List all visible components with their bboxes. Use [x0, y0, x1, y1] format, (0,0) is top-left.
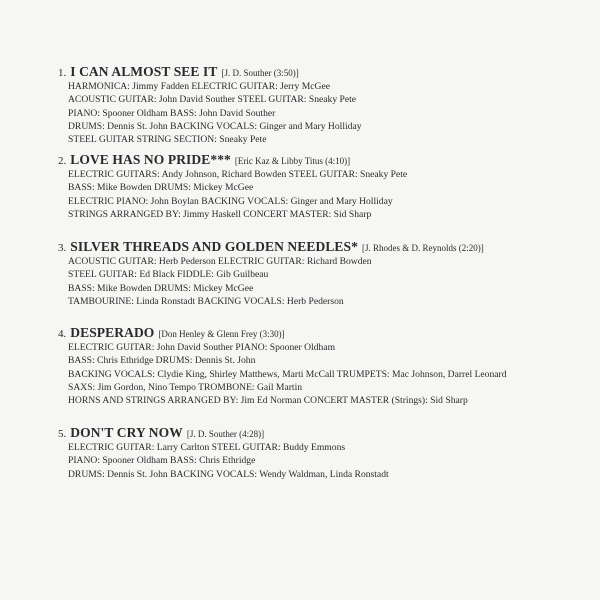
track-header	[58, 63, 578, 80]
personnel-line: ACOUSTIC GUITAR: John David Souther STEEL GUITAR: Sneaky Pete	[68, 94, 357, 106]
track-title: DON'T CRY NOW	[70, 425, 183, 440]
personnel-line: HARMONICA: Jimmy Fadden ELECTRIC GUITAR: Jerry McGee	[68, 81, 330, 92]
personnel-line: DRUMS: Dennis St. John BACKING VOCALS: Ginger and Mary Holliday	[68, 120, 362, 132]
track-credit: [J. Rhodes & D. Reynolds (2:20)]	[362, 243, 484, 253]
track-3	[58, 238, 578, 308]
track-header	[58, 151, 578, 168]
personnel-line: ELECTRIC GUITAR: John David Souther PIANO: Spooner Oldham	[68, 342, 336, 353]
personnel-line: HORNS AND STRINGS ARRANGED BY: Jim Ed Norman CONCERT MASTER (Strings): Sid Sharp	[68, 395, 468, 407]
track-title: LOVE HAS NO PRIDE***	[70, 152, 231, 167]
track-2	[58, 151, 578, 221]
personnel-line: PIANO: Spooner Oldham BASS: Chris Ethridge	[68, 455, 256, 467]
track-number: 2.	[58, 155, 67, 167]
personnel-line: BACKING VOCALS: Clydie King, Shirley Matthews, Marti McCall TRUMPETS: Mac Johnson, Darrel Leonard	[68, 368, 507, 380]
track-credit: [J. D. Souther (3:50)]	[221, 68, 299, 78]
track-5	[58, 424, 578, 481]
personnel-line: SAXS: Jim Gordon, Nino Tempo TROMBONE: Gail Martin	[68, 381, 303, 393]
track-header	[58, 424, 578, 441]
track-4	[58, 324, 578, 407]
personnel-line: STEEL GUITAR: Ed Black FIDDLE: Gib Guilbeau	[68, 269, 269, 281]
personnel-line: ELECTRIC GUITARS: Andy Johnson, Richard Bowden STEEL GUITAR: Sneaky Pete	[68, 169, 408, 180]
personnel-line: STEEL GUITAR STRING SECTION: Sneaky Pete	[68, 134, 267, 146]
personnel-line: STRINGS ARRANGED BY: Jimmy Haskell CONCERT MASTER: Sid Sharp	[68, 208, 372, 220]
track-credit: [J. D. Souther (4:28)]	[186, 429, 265, 439]
track-credit: [Eric Kaz & Libby Titus (4:10)]	[234, 156, 351, 166]
track-header	[58, 324, 578, 341]
track-number: 3.	[58, 242, 67, 254]
track-title: DESPERADO	[70, 325, 155, 340]
track-credit: [Don Henley & Glenn Frey (3:30)]	[158, 329, 285, 339]
track-1	[58, 63, 578, 146]
personnel-line: DRUMS: Dennis St. John BACKING VOCALS: Wendy Waldman, Linda Ronstadt	[68, 468, 389, 480]
personnel-line: ACOUSTIC GUITAR: Herb Pederson ELECTRIC GUITAR: Richard Bowden	[68, 256, 372, 267]
personnel-line: BASS: Mike Bowden DRUMS: Mickey McGee	[68, 282, 254, 294]
track-number: 1.	[58, 67, 67, 79]
track-number: 5.	[58, 428, 67, 440]
personnel-line: TAMBOURINE: Linda Ronstadt BACKING VOCALS: Herb Pederson	[68, 295, 344, 307]
personnel-line: PIANO: Spooner Oldham BASS: John David Souther	[68, 107, 276, 119]
track-title: SILVER THREADS AND GOLDEN NEEDLES*	[70, 239, 358, 254]
track-number: 4.	[58, 328, 67, 340]
personnel-line: BASS: Mike Bowden DRUMS: Mickey McGee	[68, 182, 254, 194]
personnel-line: BASS: Chris Ethridge DRUMS: Dennis St. John	[68, 355, 256, 367]
personnel-line: ELECTRIC PIANO: John Boylan BACKING VOCALS: Ginger and Mary Holliday	[68, 195, 393, 207]
track-header	[58, 238, 578, 255]
track-title: I CAN ALMOST SEE IT	[70, 64, 218, 79]
personnel-line: ELECTRIC GUITAR: Larry Carlton STEEL GUITAR: Buddy Emmons	[68, 442, 346, 453]
